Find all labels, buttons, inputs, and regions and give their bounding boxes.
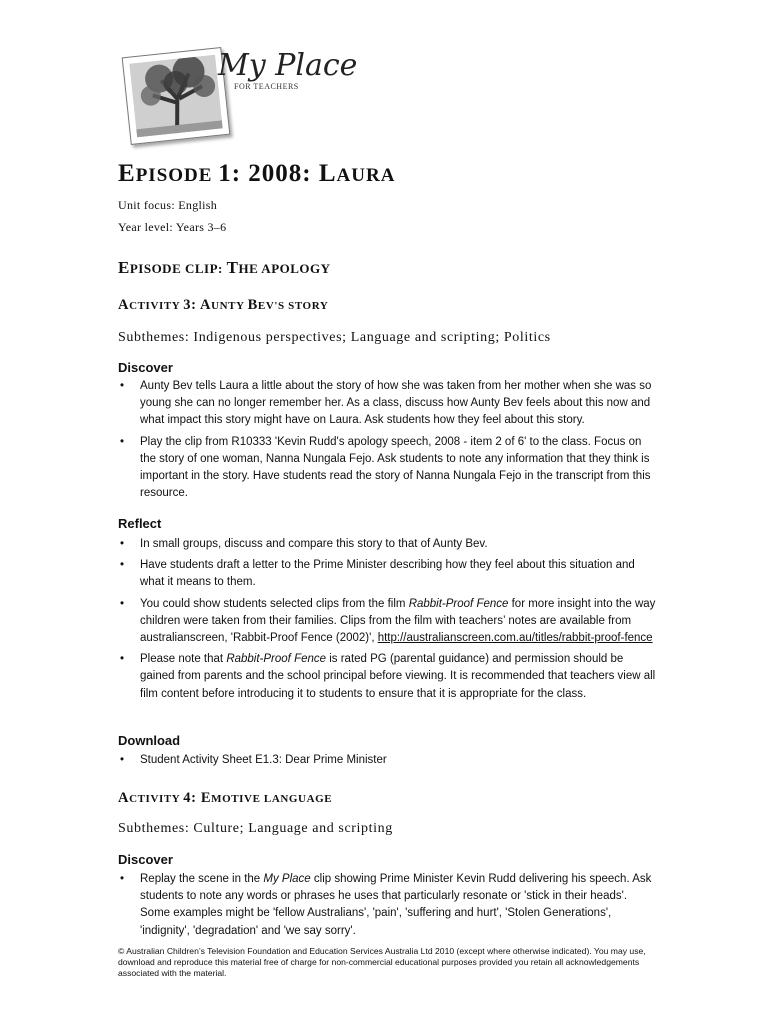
page-title: EPISODE 1: 2008: LAURA [118,160,396,187]
download-item-student-activity-sheet[interactable]: • Student Activity Sheet E1.3: Dear Prime Minister [118,752,658,769]
activity-3-heading: ACTIVITY 3: AUNTY BEV'S STORY [118,297,329,313]
list-item: • Replay the scene in the My Place clip showing Prime Minister Kevin Rudd delivering his speech. Ask students to note any words or phrases he uses that particularly resonate or 'stick in their heads'. Some examples might be 'fellow Australians', 'pain', 'suffering and hurt', 'Stolen Generations', 'indignity', 'degradation' and 'we say sorry'. [118,871,658,940]
logo-script-text: My Place [218,48,358,83]
year-level: Year level: Years 3–6 [118,220,227,234]
list-item: • Aunty Bev tells Laura a little about the story of how she was taken from her mother when she was so young she can no longer remember her. As a class, discuss how Aunty Bev feels about this now and what impact this story might have on Laura. Ask students how they feel about this story. [118,378,658,430]
activity-3-subthemes: Subthemes: Indigenous perspectives; Language and scripting; Politics [118,330,551,345]
logo-subtitle: FOR TEACHERS [234,82,299,91]
activity-4-discover-list [118,871,658,944]
tree-photo [122,47,231,145]
activity-3-download-list [118,752,658,773]
list-item: • You could show students selected clips from the film Rabbit-Proof Fence for more insight into the way children were taken from their families. Clips from the film with teachers’ notes are available from australianscreen, 'Rabbit-Proof Fence (2002)', http://australianscreen.com.au/titles/rabbit-proof-fence [118,596,658,648]
list-item: • Have students draft a letter to the Prime Minister describing how they feel about this situation and what it means to them. [118,557,658,591]
film-title: Rabbit-Proof Fence [226,653,327,666]
activity-3-reflect-title: Reflect [118,516,162,531]
activity-3-discover-title: Discover [118,360,173,375]
activity-3-discover-list [118,378,658,506]
film-title: Rabbit-Proof Fence [408,597,509,610]
activity-3-download-title: Download [118,733,181,748]
list-item: • Please note that Rabbit-Proof Fence is rated PG (parental guidance) and permission should be gained from parents and the school principal before viewing. It is recommended that teachers view all film content before introducing it to students to ensure that it is appropriate for the class. [118,651,658,703]
episode-clip-heading: EPISODE CLIP: THE APOLOGY [118,258,331,277]
australianscreen-link[interactable]: http://australianscreen.com.au/titles/rabbit-proof-fence [377,632,653,645]
activity-4-subthemes: Subthemes: Culture; Language and scripting [118,821,393,836]
show-title: My Place [263,873,311,885]
copyright-footer: © Australian Children’s Television Foundation and Education Services Australia Ltd 2010 (except where otherwise indicated). You may use, download and reproduce this material free of charge for non-commercial educational purposes provided you retain all acknowledgements associated with the material. [118,946,646,978]
list-item: • In small groups, discuss and compare this story to that of Aunty Bev. [118,536,658,553]
activity-4-heading: ACTIVITY 4: EMOTIVE LANGUAGE [118,790,333,806]
unit-focus: Unit focus: English [118,198,218,212]
activity-4-discover-title: Discover [118,852,173,867]
activity-3-reflect-list [118,536,658,707]
my-place-logo [120,48,358,148]
list-item: • Play the clip from R10333 'Kevin Rudd's apology speech, 2008 - item 2 of 6' to the class. Focus on the story of one woman, Nanna Nungala Fejo. Ask students to note any information that they think is important in the story. Have students read the story of Nanna Nungala Fejo in the transcript from this resource. [118,434,658,503]
